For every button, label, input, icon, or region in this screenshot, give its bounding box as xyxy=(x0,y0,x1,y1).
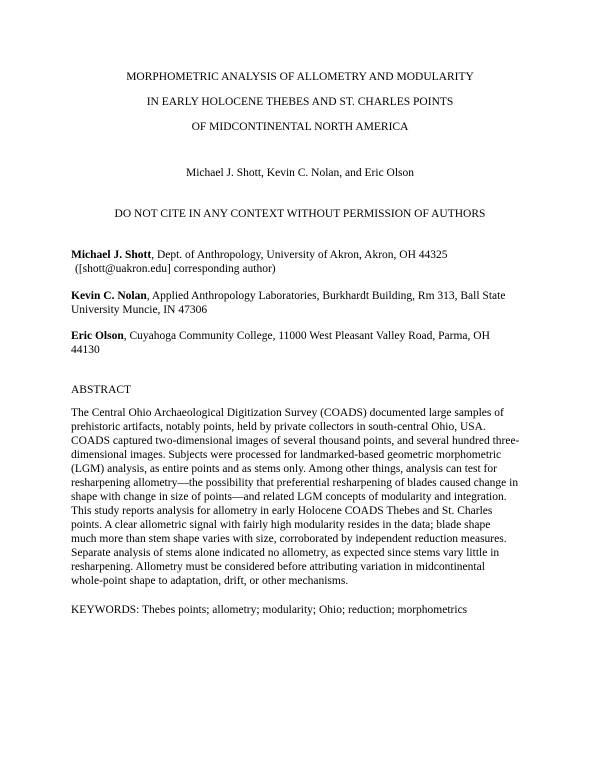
abstract-line: Separate analysis of stems alone indicated no allometry, as expected since stems vary little in xyxy=(71,547,500,559)
abstract-line: (LGM) analysis, as entire points and as stems only. Among other things, analysis can test for xyxy=(71,463,497,475)
affiliation-text: , Applied Anthropology Laboratories, Burkhardt Building, Rm 313, Ball State xyxy=(146,290,506,302)
affiliation-text: , Dept. of Anthropology, University of Akron, Akron, OH 44325 xyxy=(151,249,448,261)
abstract-line: This study reports analysis for allometry in early Holocene COADS Thebes and St. Charles xyxy=(71,505,493,517)
title-line-1: MORPHOMETRIC ANALYSIS OF ALLOMETRY AND MODULARITY xyxy=(126,71,474,83)
abstract-line: The Central Ohio Archaeological Digitization Survey (COADS) documented large samples of xyxy=(71,407,504,419)
title-line-2: IN EARLY HOLOCENE THEBES AND ST. CHARLES POINTS xyxy=(146,96,454,108)
affiliation-text-cont: 44130 xyxy=(71,344,100,356)
author-list: Michael J. Shott, Kevin C. Nolan, and Eric Olson xyxy=(185,167,415,179)
title-line-3: OF MIDCONTINENTAL NORTH AMERICA xyxy=(191,121,409,133)
citation-notice: DO NOT CITE IN ANY CONTEXT WITHOUT PERMISSION OF AUTHORS xyxy=(114,208,486,220)
abstract-line: dimensional images. Subjects were processed for landmarked-based geometric morphometric xyxy=(71,449,502,461)
abstract-body xyxy=(71,406,531,588)
abstract-line: points. A clear allometric signal with fairly high modularity resides in the data; blade shape xyxy=(71,519,491,531)
author-name: Michael J. Shott xyxy=(71,249,152,261)
affiliation-text: , Cuyahoga Community College, 11000 West Pleasant Valley Road, Parma, OH xyxy=(123,330,490,342)
affiliation-olson xyxy=(71,329,531,357)
abstract-line: COADS captured two-dimensional images of several thousand points, and several hundred three- xyxy=(71,435,520,447)
abstract-line: resharpening. Allometry must be considered before attributing variation in midcontinental xyxy=(71,561,485,573)
affiliation-nolan xyxy=(71,289,531,317)
abstract-line: resharpening allometry—the possibility that preferential resharpening of blades caused change in xyxy=(71,477,519,489)
abstract-line: whole-point shape to adaptation, drift, or other mechanisms. xyxy=(71,575,349,587)
author-name: Eric Olson xyxy=(71,330,124,342)
abstract-line: prehistoric artifacts, notably points, held by private collectors in south-central Ohio, USA. xyxy=(71,421,486,433)
affiliation-contact: ([shott@uakron.edu] corresponding author) xyxy=(75,263,276,275)
abstract-heading: ABSTRACT xyxy=(71,384,132,396)
author-name: Kevin C. Nolan xyxy=(71,290,147,302)
affiliation-text-cont: University Muncie, IN 47306 xyxy=(71,304,208,316)
abstract-line: much more than stem shape varies with size, corroborated by independent reduction measures. xyxy=(71,533,507,545)
abstract-line: shape with change in size of points—and related LGM concepts of modularity and integration. xyxy=(71,491,507,503)
keywords: KEYWORDS: Thebes points; allometry; modularity; Ohio; reduction; morphometrics xyxy=(71,604,468,616)
affiliation-shott xyxy=(71,248,531,276)
